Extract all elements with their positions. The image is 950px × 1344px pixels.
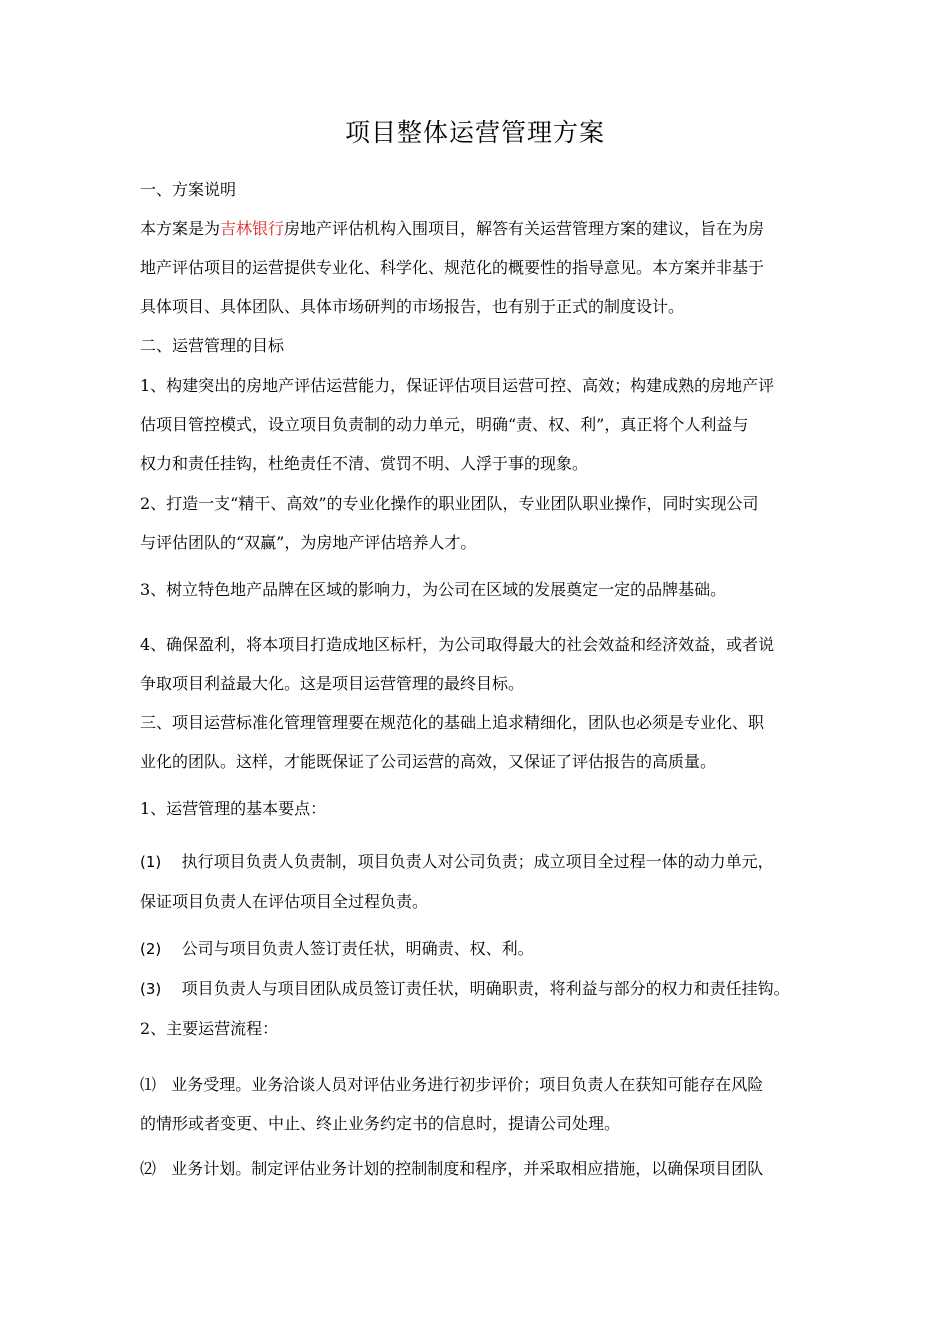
section-3-line: 三、项目运营标准化管理管理要在规范化的基础上追求精细化，团队也必须是专业化、职 <box>140 713 765 732</box>
point-item-1 <box>140 842 820 883</box>
subsection-heading-1: 1、运营管理的基本要点： <box>140 799 327 818</box>
flow-item-1-cont: 的情形或者变更、中止、终止业务约定书的信息时，提请公司处理。 <box>140 1114 621 1133</box>
section-heading-1: 一、方案说明 <box>140 180 237 199</box>
section-3-line: 业化的团队。这样，才能既保证了公司运营的高效，又保证了评估报告的高质量。 <box>140 752 717 771</box>
goal-4-line: 4、确保盈利，将本项目打造成地区标杆，为公司取得最大的社会效益和经济效益，或者说 <box>140 635 775 654</box>
list-number: (1) <box>140 853 162 871</box>
flow-item-1 <box>140 1065 820 1105</box>
paragraph-line: 具体项目、具体团队、具体市场研判的市场报告，也有别于正式的制度设计。 <box>140 297 685 316</box>
flow-item-2 <box>140 1149 820 1189</box>
goal-2-line: 与评估团队的“双赢”，为房地产评估培养人才。 <box>140 533 477 552</box>
text-run: 本方案是为 <box>140 219 221 238</box>
list-text: 项目负责人与项目团队成员签订责任状，明确职责，将利益与部分的权力和责任挂钩。 <box>181 979 790 998</box>
goal-1-line: 1、构建突出的房地产评估运营能力，保证评估项目运营可控、高效；构建成熟的房地产评 <box>140 376 775 395</box>
goal-2-line: 2、打造一支“精干、高效”的专业化操作的职业团队，专业团队职业操作，同时实现公司 <box>140 494 759 513</box>
goal-3-line: 3、树立特色地产品牌在区域的影响力，为公司在区域的发展奠定一定的品牌基础。 <box>140 580 727 599</box>
point-item-3 <box>140 969 820 1010</box>
text-run: 房地产评估机构入围项目，解答有关运营管理方案的建议，旨在为房 <box>284 219 765 238</box>
goal-4-line: 争取项目利益最大化。这是项目运营管理的最终目标。 <box>140 674 525 693</box>
list-text: 业务计划。制定评估业务计划的控制制度和程序，并采取相应措施，以确保项目团队 <box>171 1159 764 1178</box>
point-item-2 <box>140 929 820 970</box>
list-number: ⑴ <box>140 1075 157 1094</box>
goal-1-line: 权力和责任挂钩，杜绝责任不清、赏罚不明、人浮于事的现象。 <box>140 454 589 473</box>
subsection-heading-2: 2、主要运营流程： <box>140 1019 279 1038</box>
list-number: (2) <box>140 940 162 958</box>
goal-1-line: 估项目管控模式，设立项目负责制的动力单元，明确“责、权、利”，真正将个人利益与 <box>140 415 749 434</box>
list-text: 公司与项目负责人签订责任状，明确责、权、利。 <box>181 939 534 958</box>
point-item-1-cont: 保证项目负责人在评估项目全过程负责。 <box>140 892 429 911</box>
document-title: 项目整体运营管理方案 <box>344 118 605 147</box>
list-text: 业务受理。业务洽谈人员对评估业务进行初步评价；项目负责人在获知可能存在风险 <box>171 1075 764 1094</box>
paragraph-line <box>140 209 820 249</box>
highlighted-bank-name: 吉林银行 <box>220 219 285 238</box>
section-heading-2: 二、运营管理的目标 <box>140 336 285 355</box>
list-text: 执行项目负责人负责制，项目负责人对公司负责；成立项目全过程一体的动力单元， <box>181 852 774 871</box>
list-number: (3) <box>140 980 162 998</box>
list-number: ⑵ <box>140 1159 157 1178</box>
paragraph-line: 地产评估项目的运营提供专业化、科学化、规范化的概要性的指导意见。本方案并非基于 <box>140 258 765 277</box>
